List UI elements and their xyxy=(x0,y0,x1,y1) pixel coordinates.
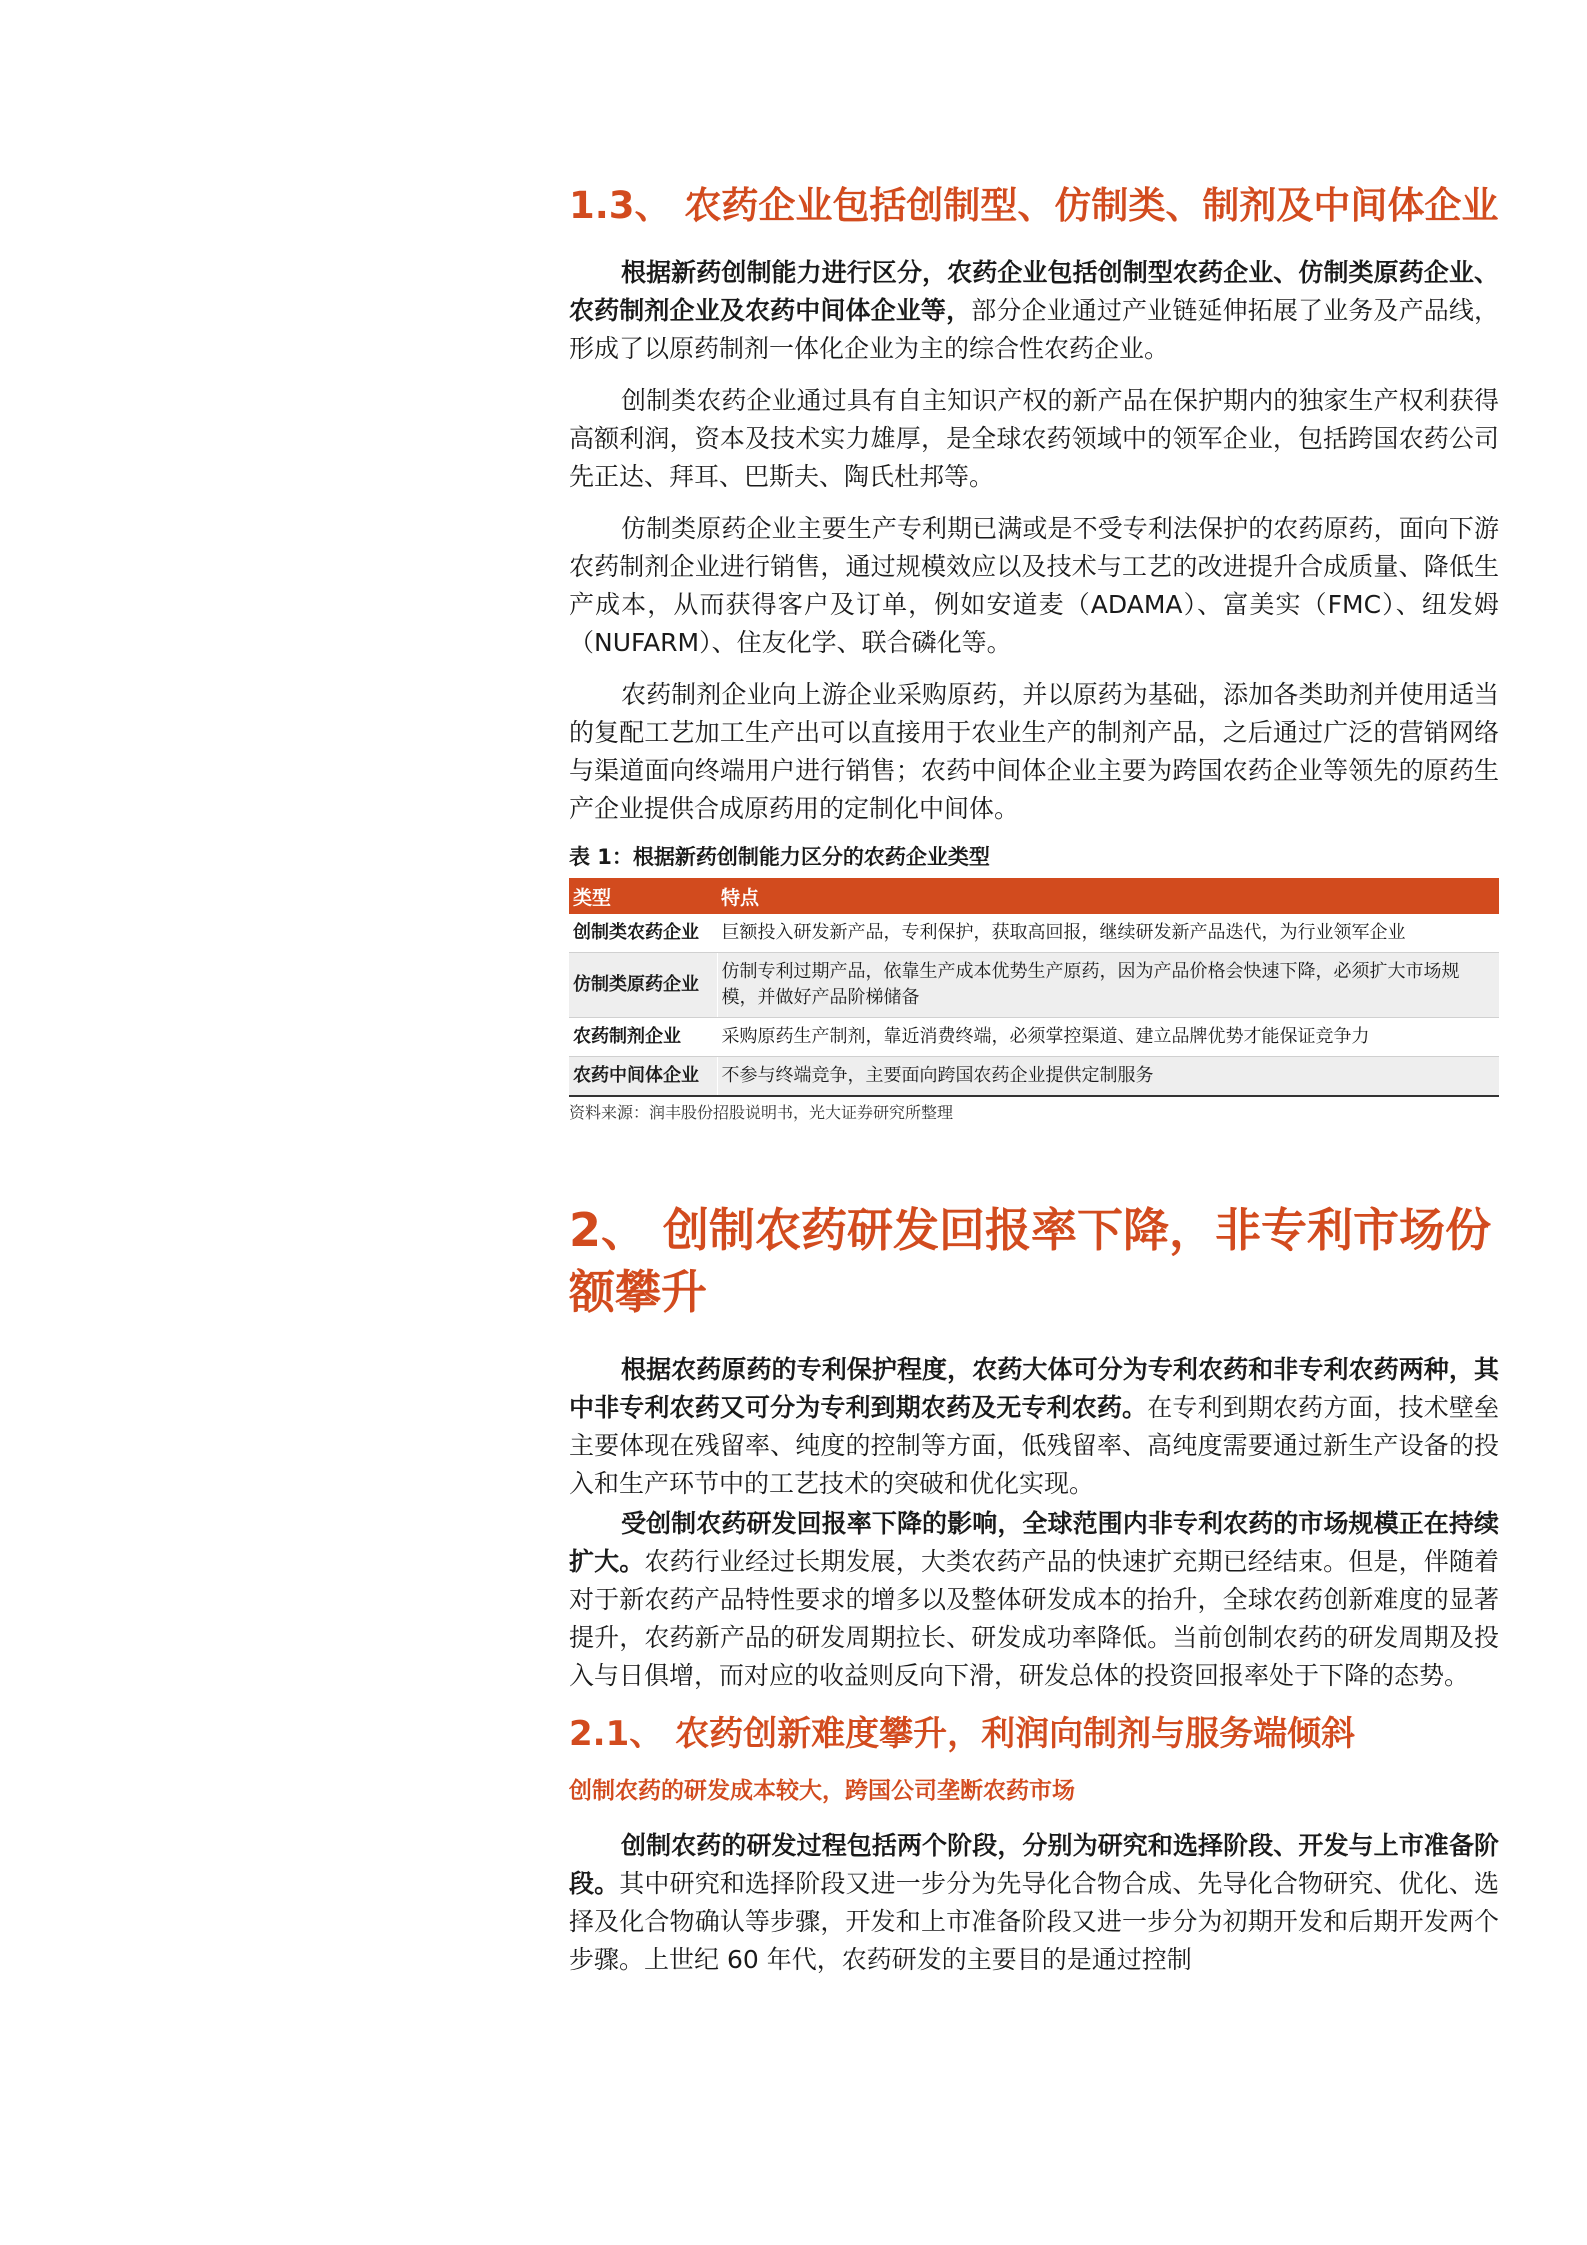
table-header-type: 类型 xyxy=(569,878,717,914)
bold-lead: 受创制农药研发回报率下降的影响，全球范围内非专利农药的市场规模正在持续扩大。 xyxy=(569,1509,1499,1576)
table-row xyxy=(569,1057,1499,1097)
paragraph: 农药制剂企业向上游企业采购原药，并以原药为基础，添加各类助剂并使用适当的复配工艺加工生产出可以直接用于农业生产的制剂产品，之后通过广泛的营销网络与渠道面向终端用户进行销售；农药中间体企业主要为跨国农药企业等领先的原药生产企业提供合成原药用的定制化中间体。 xyxy=(569,680,1499,823)
bold-lead: 根据农药原药的专利保护程度，农药大体可分为专利农药和非专利农药两种，其中非专利农药又可分为专利到期农药及无专利农药。 xyxy=(569,1355,1499,1422)
page-content xyxy=(569,180,1499,1993)
table-cell-feature: 采购原药生产制剂，靠近消费终端，必须掌控渠道、建立品牌优势才能保证竞争力 xyxy=(717,1018,1499,1057)
paragraph-text: 农药行业经过长期发展，大类农药产品的快速扩充期已经结束。但是，伴随着对于新农药产品特性要求的增多以及整体研发成本的抬升，全球农药创新难度的显著提升，农药新产品的研发周期拉长、研发成功率降低。当前创制农药的研发周期及投入与日俱增，而对应的收益则反向下滑，研发总体的投资回报率处于下降的态势。 xyxy=(569,1547,1499,1690)
table-row xyxy=(569,914,1499,953)
table-cell-type: 农药中间体企业 xyxy=(569,1057,717,1097)
table-cell-type: 创制类农药企业 xyxy=(569,914,717,953)
paragraph: 仿制类原药企业主要生产专利期已满或是不受专利法保护的农药原药，面向下游农药制剂企业进行销售，通过规模效应以及技术与工艺的改进提升合成质量、降低生产成本，从而获得客户及订单，例如安道麦（ADAMA）、富美实（FMC）、纽发姆（NUFARM）、住友化学、联合磷化等。 xyxy=(569,514,1499,657)
table-cell-type: 农药制剂企业 xyxy=(569,1018,717,1057)
enterprise-type-table xyxy=(569,878,1499,1097)
section-heading-2: 2、 创制农药研发回报率下降，非专利市场份额攀升 xyxy=(569,1203,1492,1319)
table-row xyxy=(569,953,1499,1018)
section-heading-2-1: 2.1、 农药创新难度攀升，利润向制剂与服务端倾斜 xyxy=(569,1714,1356,1754)
paragraph-text: 其中研究和选择阶段又进一步分为先导化合物合成、先导化合物研究、优化、选择及化合物确认等步骤，开发和上市准备阶段又进一步分为初期开发和后期开发两个步骤。上世纪 60 年代，农药研发的主要目的是通过控制 xyxy=(569,1869,1499,1974)
paragraph: 创制类农药企业通过具有自主知识产权的新产品在保护期内的独家生产权利获得高额利润，资本及技术实力雄厚，是全球农药领域中的领军企业，包括跨国农药公司先正达、拜耳、巴斯夫、陶氏杜邦等。 xyxy=(569,386,1499,491)
table-row xyxy=(569,1018,1499,1057)
bold-lead: 创制农药的研发过程包括两个阶段，分别为研究和选择阶段、开发与上市准备阶段。 xyxy=(569,1831,1499,1898)
table-cell-feature: 仿制专利过期产品，依靠生产成本优势生产原药，因为产品价格会快速下降，必须扩大市场规模，并做好产品阶梯储备 xyxy=(717,953,1499,1018)
section-heading-1-3: 1.3、 农药企业包括创制型、仿制类、制剂及中间体企业 xyxy=(569,184,1499,227)
table-header-feature: 特点 xyxy=(717,878,1499,914)
paragraph xyxy=(569,1351,1499,1503)
paragraph-text: 在专利到期农药方面，技术壁垒主要体现在残留率、纯度的控制等方面，低残留率、高纯度需要通过新生产设备的投入和生产环节中的工艺技术的突破和优化实现。 xyxy=(569,1393,1499,1498)
table-title: 表 1：根据新药创制能力区分的农药企业类型 xyxy=(569,845,990,869)
paragraph xyxy=(569,1827,1499,1979)
table-cell-feature: 巨额投入研发新产品，专利保护，获取高回报，继续研发新产品迭代，为行业领军企业 xyxy=(717,914,1499,953)
paragraph-text: 部分企业通过产业链延伸拓展了业务及产品线，形成了以原药制剂一体化企业为主的综合性农药企业。 xyxy=(569,296,1499,363)
table-cell-type: 仿制类原药企业 xyxy=(569,953,717,1018)
bold-lead: 根据新药创制能力进行区分，农药企业包括创制型农药企业、仿制类原药企业、农药制剂企业及农药中间体企业等， xyxy=(569,258,1499,325)
section-spacer xyxy=(569,1125,1499,1199)
subheading: 创制农药的研发成本较大，跨国公司垄断农药市场 xyxy=(569,1778,1075,1804)
table-source-note: 资料来源：润丰股份招股说明书，光大证券研究所整理 xyxy=(569,1103,954,1122)
paragraph xyxy=(569,254,1499,368)
table-cell-feature: 不参与终端竞争，主要面向跨国农药企业提供定制服务 xyxy=(717,1057,1499,1097)
paragraph xyxy=(569,1505,1499,1695)
table-header-row xyxy=(569,878,1499,914)
